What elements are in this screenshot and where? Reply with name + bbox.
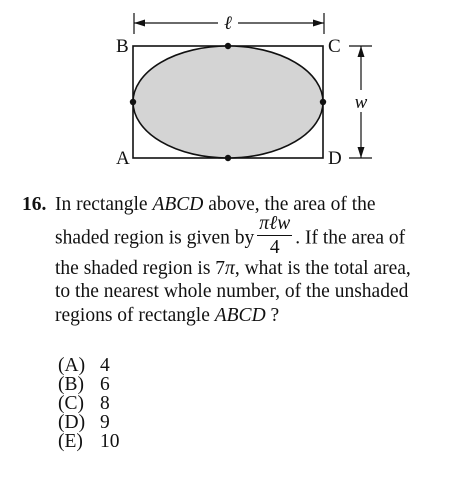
stem-line-2 bbox=[55, 212, 462, 258]
stem-text: ? bbox=[265, 304, 280, 326]
choice-value: 6 bbox=[100, 374, 110, 395]
tangent-point-bottom bbox=[225, 155, 231, 161]
vertex-label-a: A bbox=[116, 148, 130, 169]
stem-line-5 bbox=[55, 304, 462, 328]
choice-letter: (A) bbox=[58, 355, 86, 376]
choice-a[interactable] bbox=[58, 356, 120, 375]
width-arrow-bottom bbox=[358, 147, 365, 158]
stem-line-3 bbox=[55, 257, 462, 281]
choice-d[interactable] bbox=[58, 413, 120, 432]
choice-c[interactable] bbox=[58, 394, 120, 413]
stem-text: In rectangle bbox=[55, 194, 153, 215]
choice-letter: (E) bbox=[58, 431, 83, 452]
stem-line-4 bbox=[55, 280, 462, 304]
stem-text: shaded region is given by bbox=[55, 226, 255, 248]
stem-text: to the nearest whole number, of the unshaded bbox=[55, 281, 409, 302]
length-label: ℓ bbox=[224, 13, 232, 34]
choice-letter: (B) bbox=[58, 374, 84, 395]
width-arrow-top bbox=[358, 46, 365, 57]
vertex-label-b: B bbox=[116, 36, 129, 57]
choice-value: 4 bbox=[100, 355, 110, 376]
width-label: w bbox=[354, 92, 368, 113]
stem-text: , what is the total area, bbox=[234, 257, 411, 279]
answer-choices bbox=[58, 356, 120, 451]
stem-text: . If the area of bbox=[295, 226, 406, 248]
formula-numerator: πℓw bbox=[257, 214, 292, 237]
formula-denominator: 4 bbox=[269, 237, 280, 258]
choice-b[interactable] bbox=[58, 375, 120, 394]
choice-e[interactable] bbox=[58, 432, 120, 451]
length-arrow-right bbox=[313, 20, 324, 27]
tangent-point-top bbox=[225, 43, 231, 49]
question-stem bbox=[55, 193, 462, 327]
rectangle-ellipse-figure bbox=[0, 0, 471, 180]
stem-text: the shaded region is 7 bbox=[55, 257, 226, 279]
choice-letter: (C) bbox=[58, 393, 84, 414]
length-arrow-left bbox=[134, 20, 145, 27]
choice-value: 8 bbox=[100, 393, 110, 414]
choice-value: 9 bbox=[100, 412, 110, 433]
rectangle-name: ABCD bbox=[214, 304, 266, 326]
tangent-point-right bbox=[320, 99, 326, 105]
tangent-point-left bbox=[130, 99, 136, 105]
rectangle-name: ABCD bbox=[152, 194, 204, 215]
pi-symbol: π bbox=[225, 257, 235, 279]
question-16 bbox=[22, 193, 462, 327]
stem-text: regions of rectangle bbox=[55, 304, 215, 326]
question-number: 16. bbox=[22, 194, 47, 215]
choice-letter: (D) bbox=[58, 412, 86, 433]
choice-value: 10 bbox=[100, 431, 120, 452]
vertex-label-c: C bbox=[328, 36, 341, 57]
vertex-label-d: D bbox=[328, 148, 342, 169]
stem-text: above, the area of the bbox=[203, 194, 376, 215]
area-formula-fraction bbox=[257, 214, 292, 258]
shaded-ellipse bbox=[133, 46, 323, 158]
